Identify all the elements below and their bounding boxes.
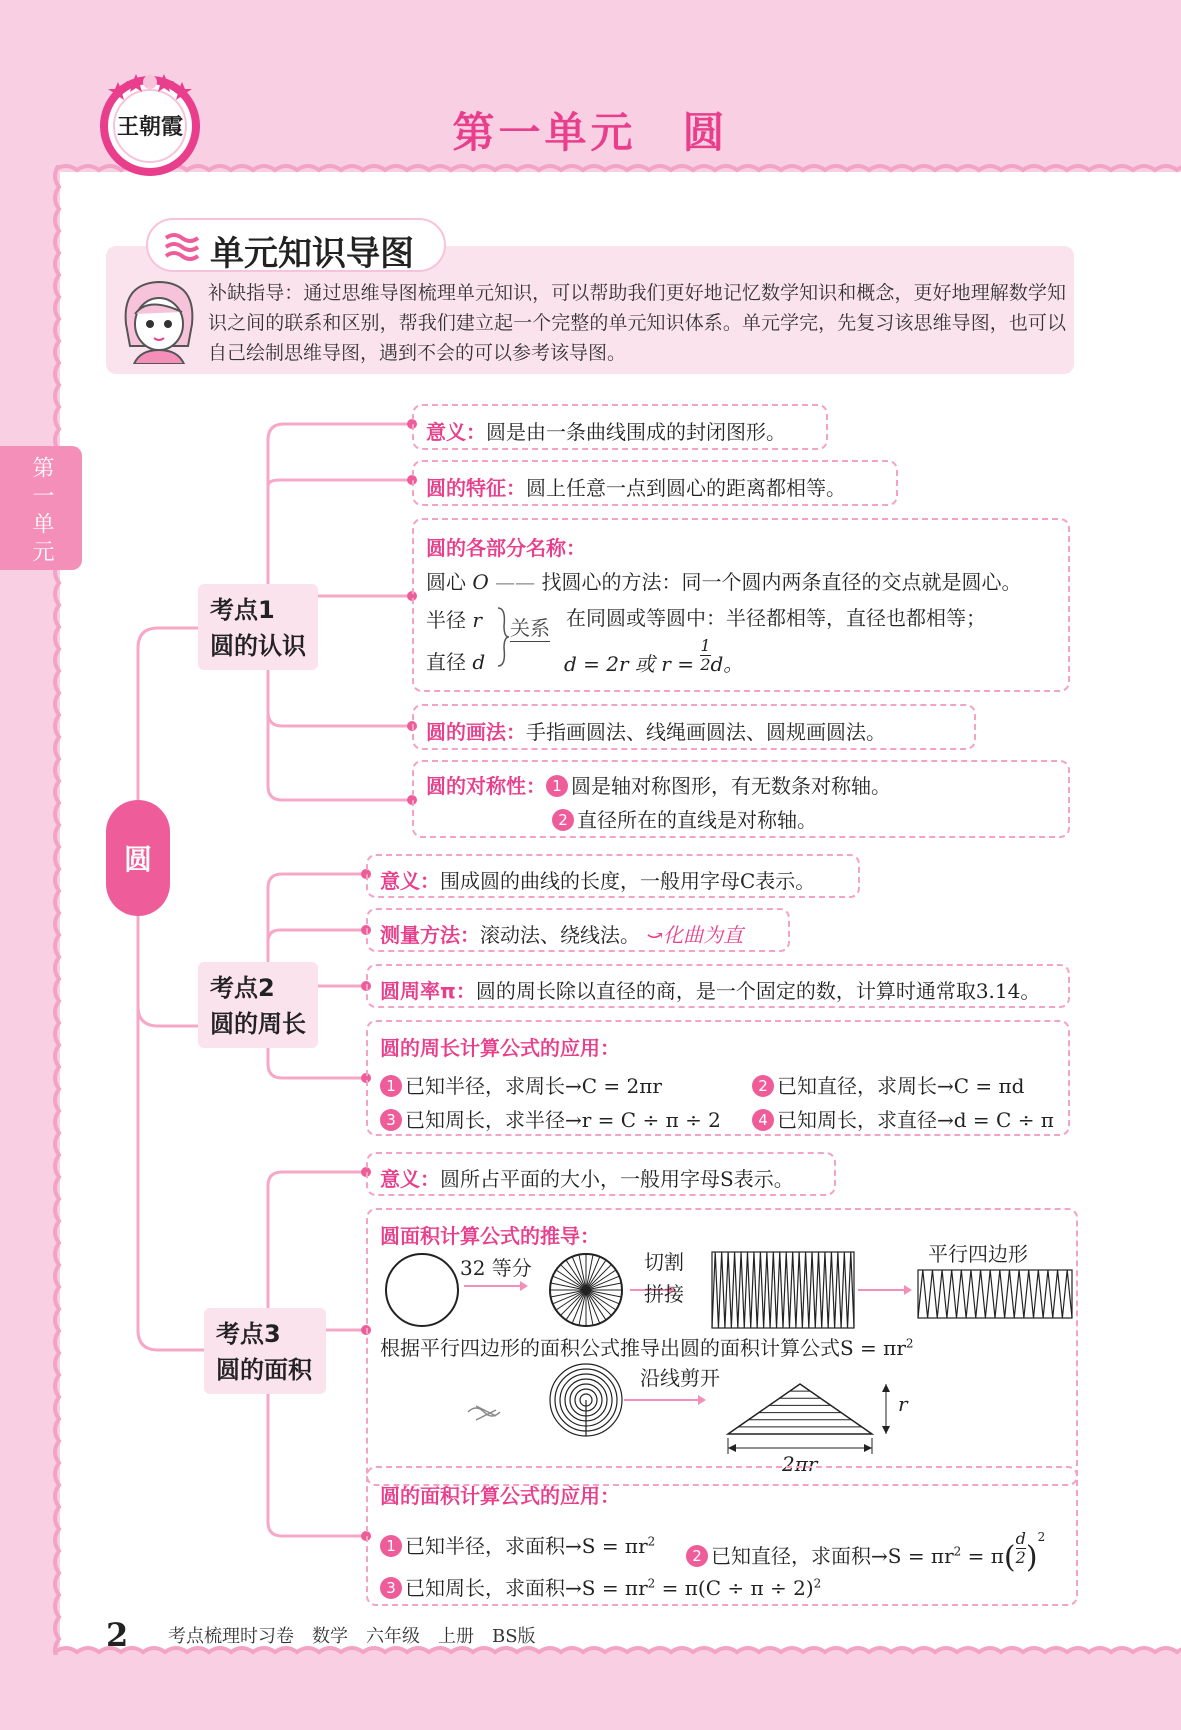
num-badge: 2 — [686, 1545, 708, 1567]
center-symbol: O — [472, 570, 489, 594]
k1-feature-label: 圆的特征： — [426, 476, 526, 500]
superscript: 2 — [813, 1576, 822, 1591]
k3-app-1 — [380, 1530, 655, 1559]
num-badge: 2 — [552, 809, 574, 831]
area-derivation-figure — [368, 1248, 1076, 1478]
k1-draw-box — [412, 704, 976, 750]
topic-node-3 — [204, 1308, 326, 1394]
k2-app-2-text: 已知直径，求周长→C = πd — [777, 1074, 1025, 1098]
num-badge: 1 — [546, 775, 568, 797]
k2-pi-box — [366, 964, 1070, 1008]
height-r-label: r — [898, 1392, 908, 1416]
k3-meaning-label: 意义： — [380, 1167, 440, 1191]
superscript: 2 — [647, 1576, 656, 1591]
k2-app-1-text: 已知半径，求周长→C = 2πr — [405, 1074, 662, 1098]
k2-app-label: 圆的周长计算公式的应用： — [380, 1036, 620, 1060]
k3-derive-text — [380, 1332, 914, 1361]
k3-app-box — [366, 1466, 1078, 1606]
k1-meaning-label: 意义： — [426, 420, 486, 444]
k3-app-3-text: 已知周长，求面积→S = πr — [405, 1576, 648, 1600]
formula-post: d。 — [710, 652, 744, 676]
num-badge: 1 — [380, 1535, 402, 1557]
k2-app-4-text: 已知周长，求直径→d = C ÷ π — [777, 1108, 1054, 1132]
center-method: 找圆心的方法：同一个圆内两条直径的交点就是圆心。 — [541, 570, 1022, 594]
num-badge: 3 — [380, 1109, 402, 1131]
unit-side-tab: 第一单元 — [0, 446, 82, 570]
top-wave-border — [55, 158, 1181, 178]
curved-arrow-icon: ⤻ — [646, 923, 664, 947]
k2-app-1 — [380, 1070, 662, 1099]
fraction-numerator: d — [1015, 1529, 1026, 1548]
footer-text: 考点梳理时习卷 数学 六年级 上册 BS版 — [168, 1626, 536, 1647]
topic-node-2 — [198, 962, 318, 1048]
guide-text: 补缺指导：通过思维导图梳理单元知识，可以帮助我们更好地记忆数学知识和概念，更好地理解数学知识之间的联系和区别，帮我们建立起一个完整的单元知识体系。单元学完，先复习该思维导图，也可以自己绘制思维导图，遇到不会的可以参考该导图。 — [208, 282, 1066, 364]
k3-app-2: 2 已知直径，求面积$\to S = \pi r^2 = \pi$( $\frac{d}{2}$ )$^2$ — [686, 1530, 1045, 1575]
k2-measure-text: 滚动法、绕线法。 — [480, 923, 640, 947]
topic-node-1 — [198, 584, 318, 670]
relation-text: 在同圆或等圆中：半径都相等，直径也都相等； — [566, 606, 986, 630]
k1-parts-box — [412, 518, 1070, 692]
k3-meaning-box — [366, 1152, 836, 1196]
k1-symmetry-1: 圆是轴对称图形，有无数条对称轴。 — [571, 774, 891, 798]
formula-denominator: 2 — [700, 655, 711, 674]
radius-formula — [564, 636, 744, 677]
diameter-label: 直径 — [426, 650, 466, 674]
svg-text:王朝霞: 王朝霞 — [116, 114, 184, 140]
k1-meaning-text: 圆是由一条曲线围成的封闭图形。 — [486, 420, 786, 444]
superscript: 2 — [905, 1336, 914, 1351]
section-title: 单元知识导图 — [210, 234, 414, 274]
k1-meaning-box — [412, 404, 828, 450]
k3-app-1-text: 已知半径，求面积→S = πr — [405, 1534, 648, 1558]
derive-sentence: 根据平行四边形的面积公式推导出圆的面积计算公式S = πr — [380, 1336, 906, 1360]
topic-2-number: 考点2 — [210, 974, 275, 1002]
radius-symbol: r — [472, 608, 482, 632]
k2-app-3 — [380, 1104, 721, 1133]
topic-3-number: 考点3 — [216, 1320, 281, 1348]
topic-1-name: 圆的认识 — [210, 632, 306, 660]
diameter-symbol: d — [472, 650, 486, 674]
k1-feature-box — [412, 460, 898, 506]
formula-numerator: 1 — [700, 636, 711, 655]
topic-2-name: 圆的周长 — [210, 1010, 306, 1038]
topic-3-name: 圆的面积 — [216, 1356, 312, 1384]
radius-label: 半径 — [426, 608, 466, 632]
k3-app-3 — [380, 1572, 821, 1601]
k3-app-3-tail: = π(C ÷ π ÷ 2) — [655, 1576, 814, 1600]
k1-parts-label: 圆的各部分名称： — [426, 536, 586, 560]
k2-pi-text: 圆的周长除以直径的商，是一个固定的数，计算时通常取3.14。 — [475, 979, 1041, 1003]
k3-meaning-text: 圆所占平面的大小，一般用字母S表示。 — [440, 1167, 794, 1191]
num-badge: 3 — [380, 1577, 402, 1599]
page-title: 第一单元 圆 — [452, 108, 729, 157]
page-number: 2 — [106, 1616, 129, 1654]
k2-meaning-text: 围成圆的曲线的长度，一般用字母C表示。 — [440, 869, 816, 893]
girl-avatar — [118, 274, 200, 364]
topic-1-number: 考点1 — [210, 596, 275, 624]
superscript: 2 — [647, 1534, 656, 1549]
relation-label: 关系 — [510, 612, 550, 642]
k3-app-label: 圆的面积计算公式的应用： — [380, 1484, 620, 1508]
k2-meaning-box — [366, 854, 860, 898]
k2-measure-note: 化曲为直 — [663, 923, 744, 947]
k2-measure-box — [366, 908, 790, 952]
cut-label: 沿线剪开 — [640, 1366, 720, 1390]
k2-app-3-text: 已知周长，求半径→r = C ÷ π ÷ 2 — [405, 1108, 721, 1132]
step-3-label: 平行四边形 — [928, 1242, 1028, 1266]
wave-icon — [164, 232, 200, 262]
num-badge: 2 — [752, 1075, 774, 1097]
fraction-denominator: 2 — [1015, 1548, 1026, 1567]
root-node: 圆 — [106, 800, 170, 916]
k3-derive-box — [366, 1208, 1078, 1486]
section-header — [146, 218, 446, 272]
k1-draw-label: 圆的画法： — [426, 720, 526, 744]
formula-pre: d = 2r 或 r = — [564, 652, 701, 676]
center-label: 圆心 — [426, 570, 466, 594]
k2-app-2 — [752, 1070, 1024, 1099]
k1-draw-text: 手指画圆法、线绳画圆法、圆规画圆法。 — [526, 720, 886, 744]
k2-app-box — [366, 1020, 1070, 1136]
k1-feature-text: 圆上任意一点到圆心的距离都相等。 — [526, 476, 846, 500]
k3-app-2-text: 已知直径，求面积→S = πr — [711, 1544, 954, 1568]
brace-icon — [496, 606, 510, 668]
num-badge: 4 — [752, 1109, 774, 1131]
num-badge: 1 — [380, 1075, 402, 1097]
superscript: 2 — [953, 1544, 962, 1559]
k1-symmetry-box — [412, 760, 1070, 838]
k3-app-2-mid: = π — [961, 1544, 1004, 1568]
superscript: 2 — [1037, 1530, 1046, 1544]
k2-pi-label: 圆周率π： — [380, 979, 476, 1003]
k2-meaning-label: 意义： — [380, 869, 440, 893]
scissors-icon — [468, 1406, 500, 1420]
step-2b-label: 拼接 — [644, 1282, 684, 1306]
step-1-label: 32 等分 — [460, 1256, 532, 1280]
k2-measure-label: 测量方法： — [380, 923, 480, 947]
left-wave-border — [50, 165, 68, 1655]
k1-symmetry-2: 直径所在的直线是对称轴。 — [577, 808, 817, 832]
k3-derive-label: 圆面积计算公式的推导： — [380, 1224, 600, 1248]
base-label: 2πr — [782, 1452, 818, 1476]
k1-symmetry-label: 圆的对称性： — [426, 774, 546, 798]
step-2a-label: 切割 — [644, 1250, 684, 1274]
k2-app-4 — [752, 1104, 1054, 1133]
center-dash: —— — [495, 570, 536, 594]
